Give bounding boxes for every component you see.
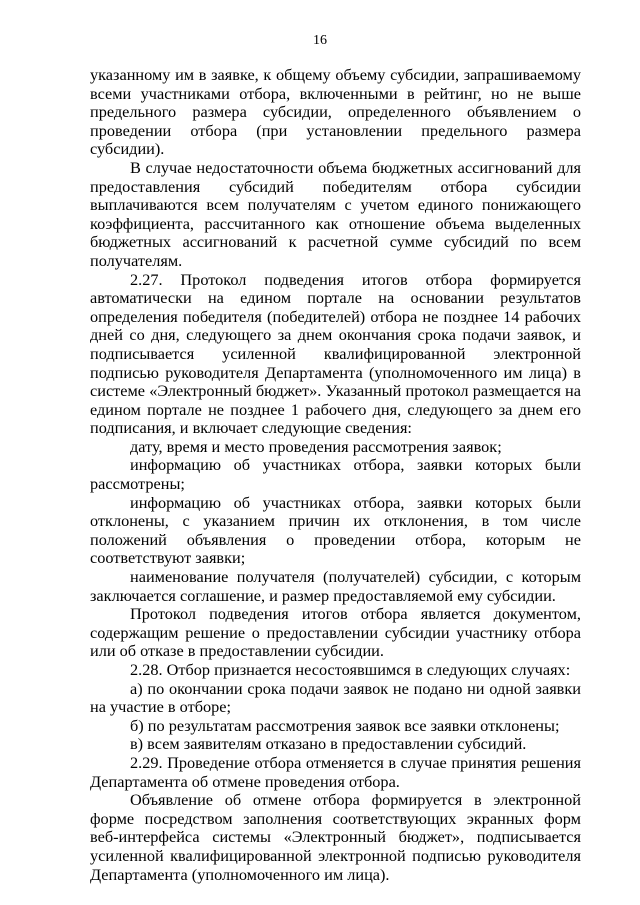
paragraph: Объявление об отмене отбора формируется в электронной форме посредством заполнения соответствующих экранных форм веб-интерфейса системы «Электронный бюджет», подписывается усиленной квалифицированной электронной подписью руководителя Департамента (уполномоченного им лица). (90, 790, 581, 884)
list-item: а) по окончании срока подачи заявок не подано ни одной заявки на участие в отборе; (90, 678, 581, 717)
list-item: наименование получателя (получателей) субсидии, с которым заключается соглашение, и размер предоставляемой ему субсидии. (90, 567, 581, 605)
paragraph: указанному им в заявке, к общему объему субсидии, запрашиваемому всеми участниками отбора, включенными в рейтинг, но не выше предельного размера субсидии, определенного объявлением о проведении отбора (при установлении предельного размера субсидии). (90, 65, 581, 159)
section-heading-paragraph: 2.28. Отбор признается несостоявшимся в следующих случаях: (130, 660, 571, 679)
list-item: дату, время и место проведения рассмотрения заявок; (130, 436, 502, 456)
paragraph: 2.27. Протокол подведения итогов отбора формируется автоматически на едином портале на основании результатов определения победителя (победителей) отбора не позднее 14 рабочих дней со дня, следующего за днем окончания срока подачи заявок, и подписывается усиленной квалифицированной электронной подписью руководителя Департамента (уполномоченного им лица) в системе «Электронный бюджет». Указанный протокол размещается на едином портале не позднее 1 рабочего дня, следующего за днем его подписания, и включает следующие сведения: (90, 269, 581, 438)
page-number: 16 (313, 33, 327, 48)
paragraph: Протокол подведения итогов отбора является документом, содержащим решение о предоставлении субсидии участнику отбора или об отказе в предоставлении субсидии. (90, 604, 581, 661)
document-body (90, 66, 581, 884)
list-item: информацию об участниках отбора, заявки которых были отклонены, с указанием причин их отклонения, в том числе положений объявления о проведении отбора, которым не соответствуют заявки; (90, 492, 581, 568)
paragraph: В случае недостаточности объема бюджетных ассигнований для предоставления субсидий победителям отбора субсидии выплачиваются всем получателям с учетом единого понижающего коэффициента, рассчитанного как отношение объема выделенных бюджетных ассигнований к расчетной сумме субсидий по всем получателям. (90, 157, 581, 270)
list-item: б) по результатам рассмотрения заявок все заявки отклонены; (130, 715, 560, 735)
list-item: в) всем заявителям отказано в предоставлении субсидий. (130, 734, 527, 754)
paragraph: 2.29. Проведение отбора отменяется в случае принятия решения Департамента об отмене проведения отбора. (90, 752, 581, 791)
list-item: информацию об участниках отбора, заявки которых были рассмотрены; (90, 455, 581, 494)
